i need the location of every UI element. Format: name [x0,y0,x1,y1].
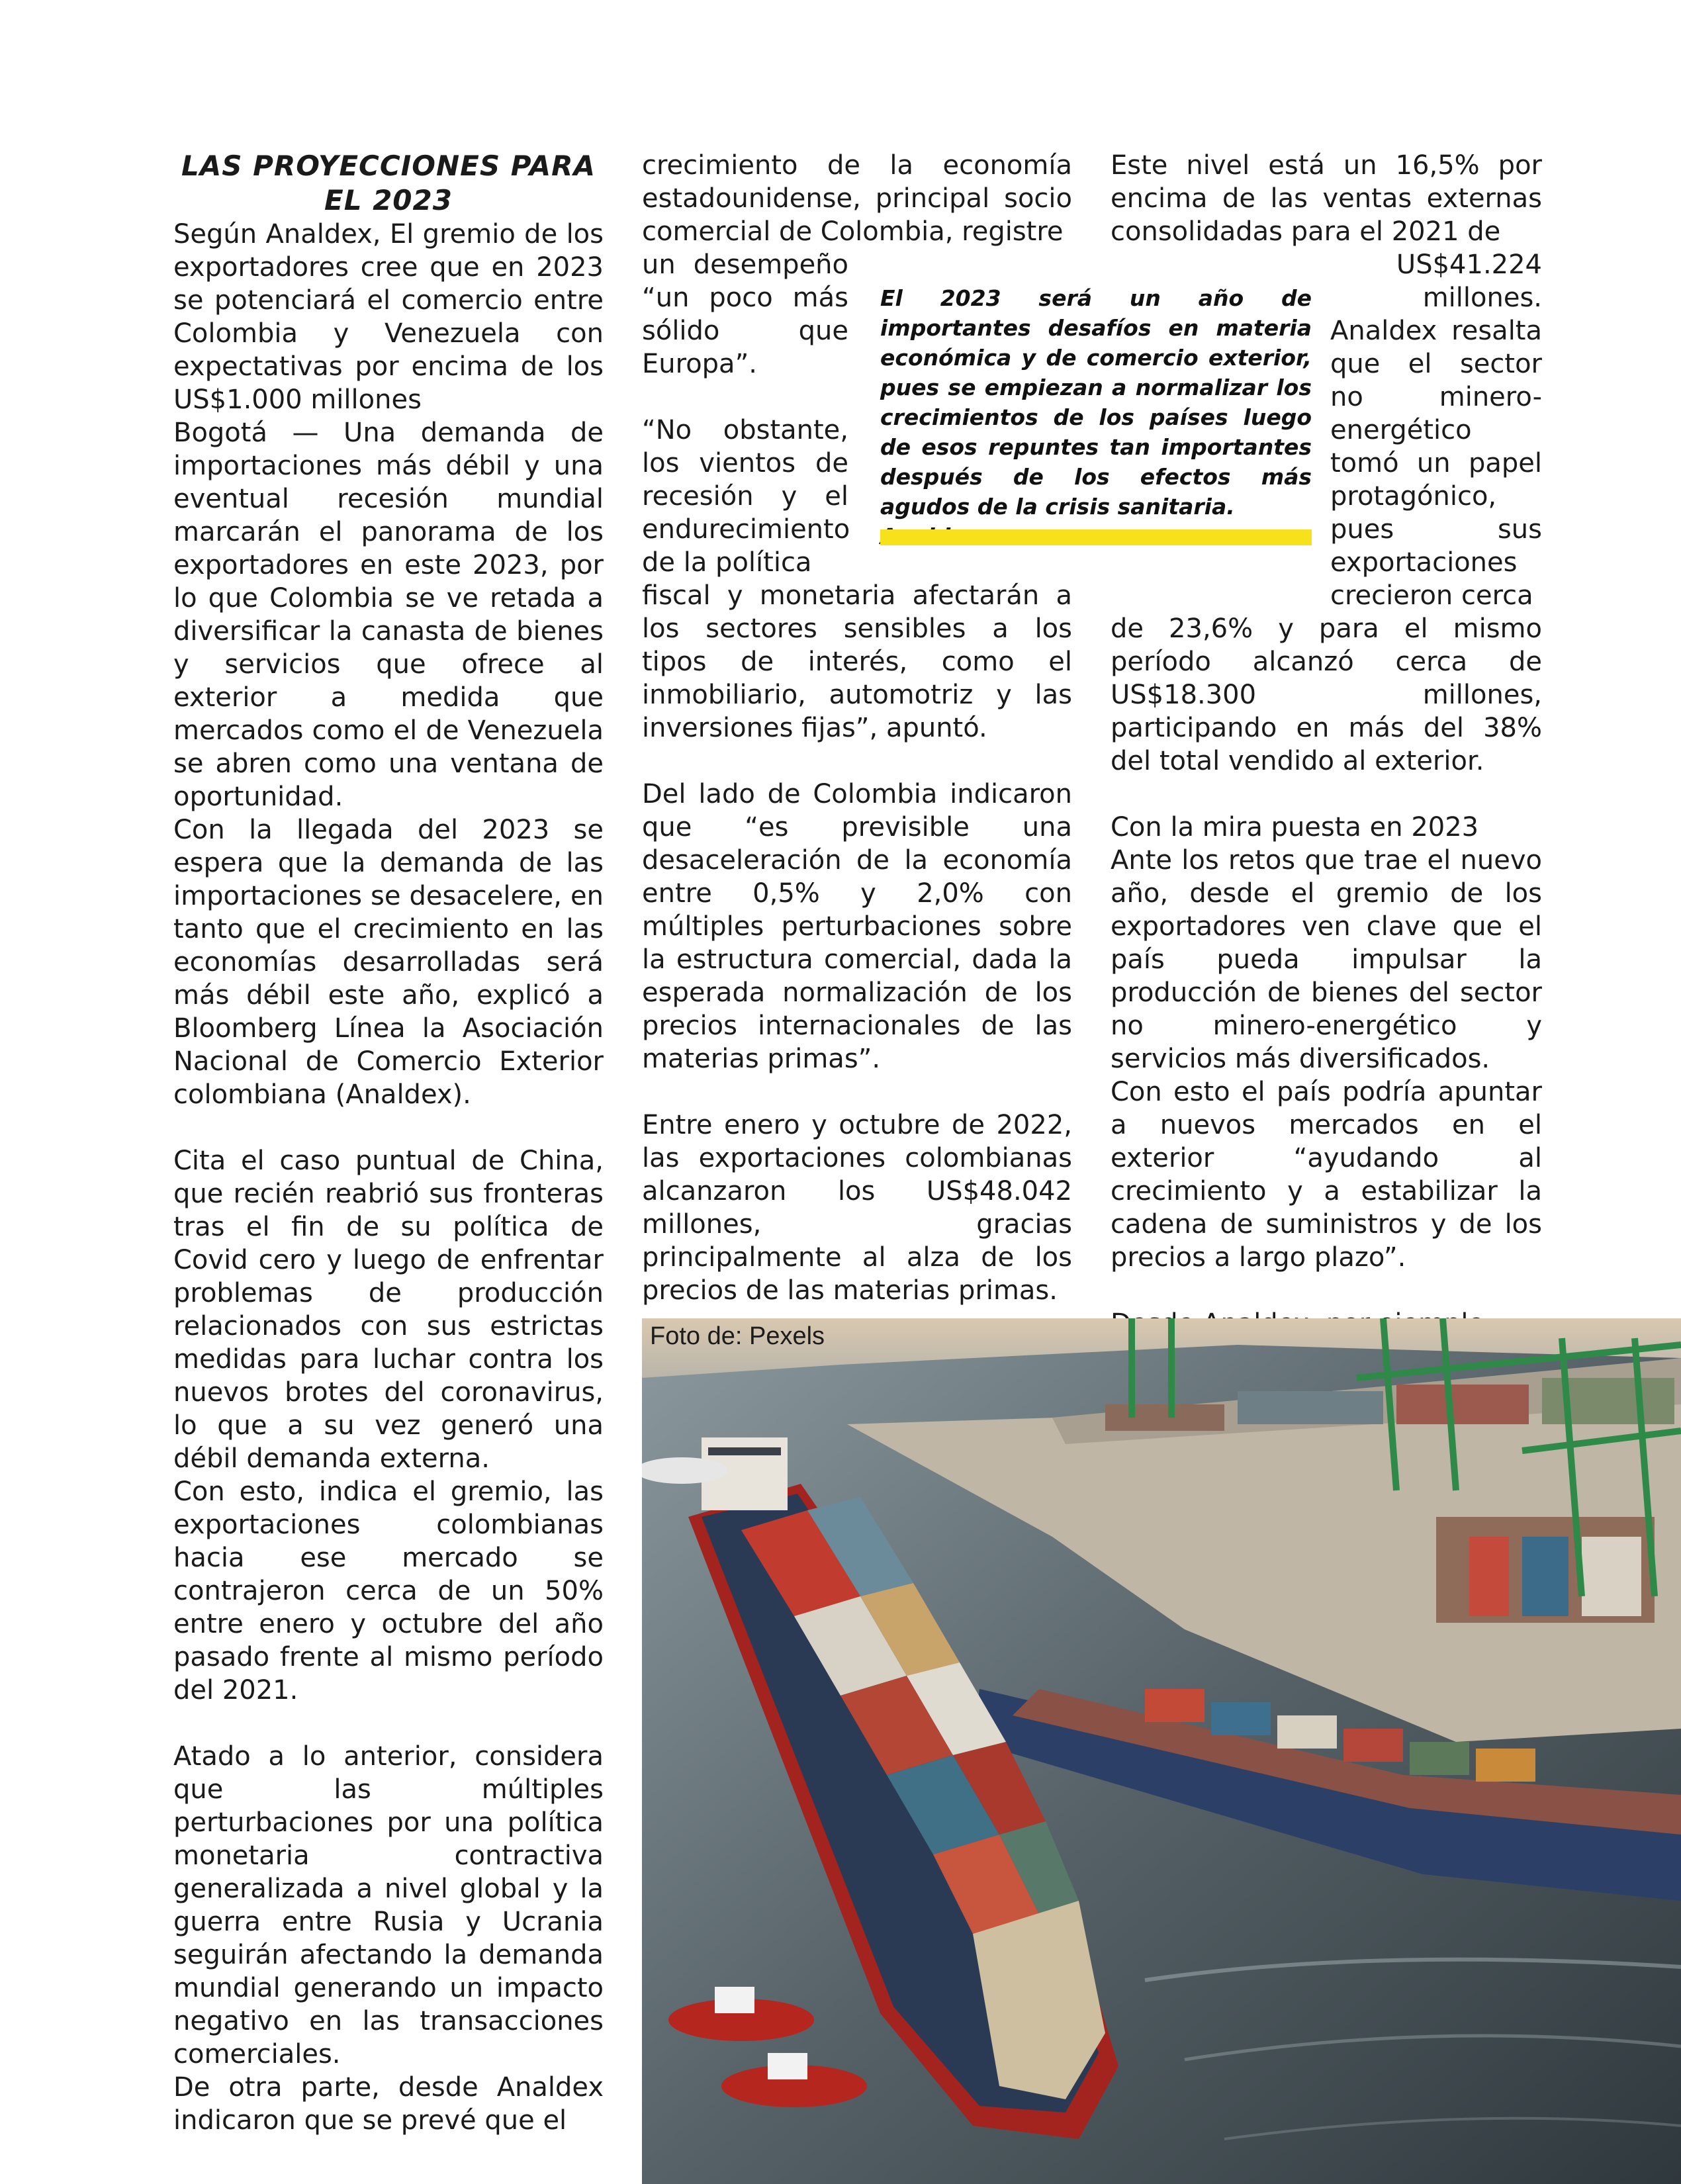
paragraph-wrap-right [1330,248,1542,612]
pull-quote [880,283,1312,551]
paragraph: Cita el caso puntual de China, que recién reabrió sus fronteras tras el fin de su política de Covid cero y luego de enfrentar problemas de producción relacionados con sus estrictas medidas para luchar contra los nuevos brotes del coronavirus, lo que a su vez generó una débil demanda externa. [173,1146,604,1474]
pull-quote-accent-bar [880,529,1312,545]
paragraph: Con esto, indica el gremio, las exportaciones colombianas hacia ese mercado se contrajeron cerca de un 50% entre enero y octubre del año pasado frente al mismo período del 2021. [173,1477,604,1706]
paragraph: de 23,6% y para el mismo período alcanzó cerca de US$18.300 millones, participando en más del 38% del total vendido al exterior. [1111,614,1542,776]
paragraph: Atado a lo anterior, considera que las múltiples perturbaciones por una política monetaria contractiva generalizada a nivel global y la guerra entre Rusia y Ucrania seguirán afectando la demanda mundial generando un impacto negativo en las transacciones comerciales. [173,1741,604,2070]
photo-credit: Foto de: Pexels [650,1322,825,1350]
paragraph: Del lado de Colombia indicaron que “es previsible una desaceleración de la economía entre 0,5% y 2,0% con múltiples perturbaciones sobre la estructura comercial, dada la esperada normalización de los precios internacionales de las materias primas”. [642,779,1072,1074]
paragraph: Este nivel está un 16,5% por encima de las ventas externas consolidadas para el 2021 de [1111,150,1542,247]
paragraph: “No obstante, los vientos de recesión y el endurecimiento de la política [642,415,850,578]
paragraph: crecimiento de la economía estadounidense, principal socio comercial de Colombia, registre [642,150,1072,247]
paragraph: Entre enero y octubre de 2022, las exportaciones colombianas alcanzaron los US$48.042 millones, gracias principalmente al alza de los precios de las materias primas. [642,1110,1072,1306]
paragraph: Analdex resalta que el sector no minero-energético tomó un papel protagónico, pues sus exportaciones crecieron cerca [1330,316,1542,611]
paragraph: Ante los retos que trae el nuevo año, desde el gremio de los exportadores ven clave que el país pueda impulsar la producción de bienes del sector no minero-energético y servicios más diversificados. [1111,845,1542,1074]
pull-quote-text: El 2023 será un año de importantes desafíos en materia económica y de comercio exterior, pues se empiezan a normalizar los crecimientos de los países luego de esos repuntes tan importantes después de los efectos más agudos de la crisis sanitaria. [880,285,1312,520]
subheading: Con la mira puesta en 2023 [1111,812,1479,842]
paragraph: Según Analdex, El gremio de los exportadores cree que en 2023 se potenciará el comercio entre Colombia y Venezuela con expectativas por encima de los US$1.000 millones [173,219,604,415]
article-column-1 [173,149,604,2137]
paragraph: Bogotá — Una demanda de importaciones más débil y una eventual recesión mundial marcarán el panorama de los exportadores en este 2023, por lo que Colombia se ve retada a diversificar la canasta de bienes y servicios que ofrece al exterior a medida que mercados como el de Venezuela se abren como una ventana de oportunidad. [173,418,604,812]
paragraph: fiscal y monetaria afectarán a los sectores sensibles a los tipos de interés, como el inmobiliario, automotriz y las inversiones fijas”, apuntó. [642,580,1072,743]
section-heading: LAS PROYECCIONES PARA EL 2023 [181,150,596,216]
cargo-ship-illustration [642,1318,1681,2184]
paragraph: US$41.224 millones. [1396,250,1542,313]
paragraph: De otra parte, desde Analdex indicaron que se prevé que el [173,2072,604,2136]
port-photo [642,1318,1681,2184]
paragraph: Con esto el país podría apuntar a nuevos mercados en el exterior “ayudando al crecimiento y a estabilizar la cadena de suministros y de los precios a largo plazo”. [1111,1077,1542,1273]
paragraph-wrap-left [642,248,848,579]
paragraph: Con la llegada del 2023 se espera que la demanda de las importaciones se desacelere, en tanto que el crecimiento en las economías desarrolladas será más débil este año, explicó a Bloomberg Línea la Asociación Nacional de Comercio Exterior colombiana (Analdex). [173,815,604,1110]
paragraph: un desempeño “un poco más sólido que Europa”. [642,250,848,379]
